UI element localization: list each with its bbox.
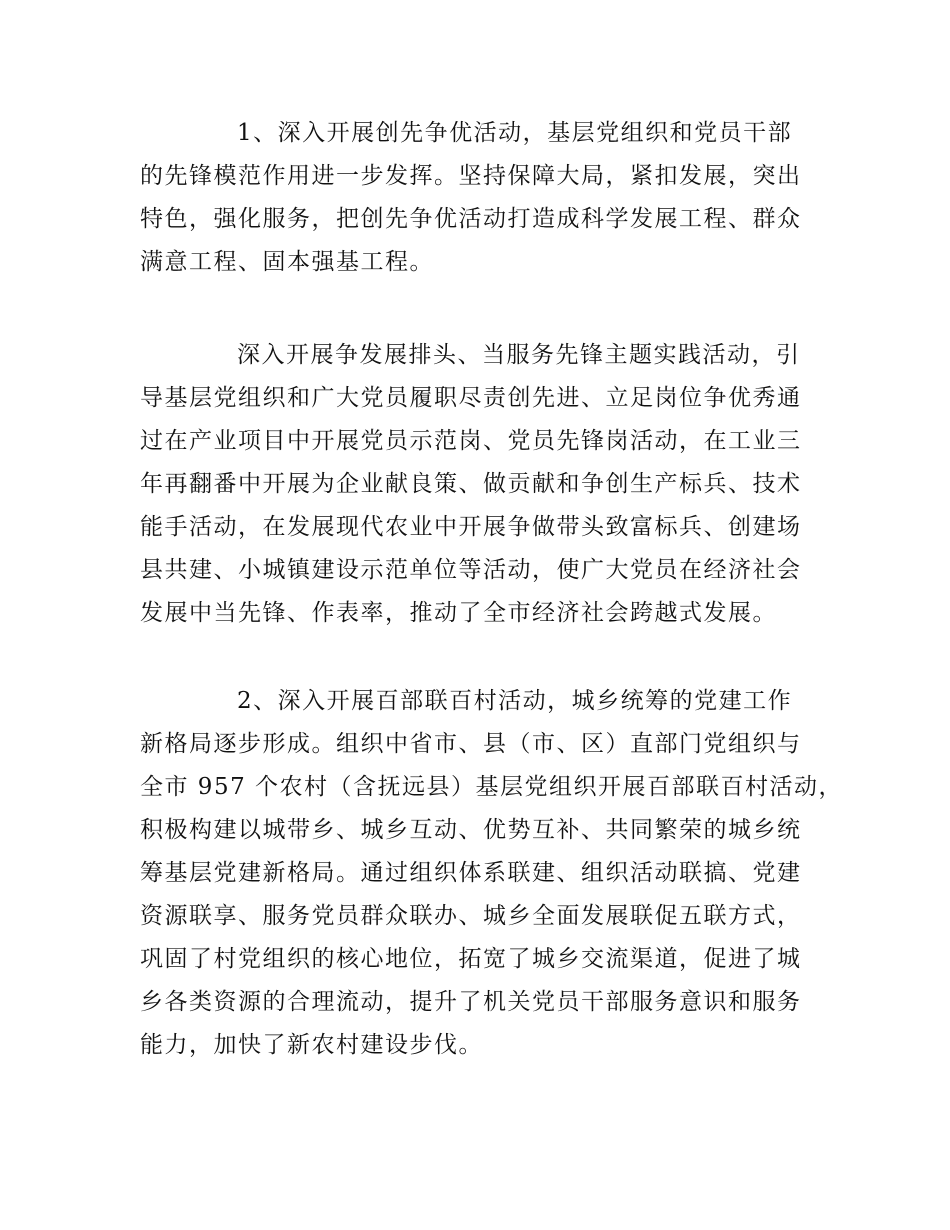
paragraph-line: 新格局逐步形成。组织中省市、县（市、区）直部门党组织与 bbox=[140, 731, 802, 757]
paragraph-line: 年再翻番中开展为企业献良策、做贡献和争创生产标兵、技术 bbox=[140, 471, 802, 497]
paragraph-line: 筹基层党建新格局。通过组织体系联建、组织活动联搞、党建 bbox=[140, 860, 802, 886]
paragraph-line: 特色，强化服务，把创先争优活动打造成科学发展工程、群众 bbox=[140, 206, 802, 232]
paragraph-line: 县共建、小城镇建设示范单位等活动，使广大党员在经济社会 bbox=[140, 557, 802, 583]
paragraph-line: 资源联享、服务党员群众联办、城乡全面发展联促五联方式， bbox=[140, 903, 802, 929]
paragraph-line: 能手活动，在发展现代农业中开展争做带头致富标兵、创建场 bbox=[140, 514, 802, 540]
paragraph-line: 的先锋模范作用进一步发挥。坚持保障大局，紧扣发展，突出 bbox=[140, 163, 802, 189]
paragraph-2 bbox=[140, 334, 830, 635]
paragraph-line: 2、深入开展百部联百村活动，城乡统筹的党建工作 bbox=[237, 688, 793, 714]
paragraph-1 bbox=[140, 112, 830, 284]
paragraph-line: 满意工程、固本强基工程。 bbox=[140, 249, 434, 275]
paragraph-line: 乡各类资源的合理流动，提升了机关党员干部服务意识和服务 bbox=[140, 989, 802, 1015]
paragraph-line: 1、深入开展创先争优活动，基层党组织和党员干部 bbox=[237, 120, 793, 146]
paragraph-3 bbox=[140, 680, 844, 1067]
paragraph-line: 全市 957 个农村（含抚远县）基层党组织开展百部联百村活动， bbox=[140, 774, 844, 800]
paragraph-line: 深入开展争发展排头、当服务先锋主题实践活动，引 bbox=[237, 342, 801, 368]
paragraph-line: 导基层党组织和广大党员履职尽责创先进、立足岗位争优秀通 bbox=[140, 385, 802, 411]
paragraph-line: 能力，加快了新农村建设步伐。 bbox=[140, 1032, 483, 1058]
paragraph-line: 过在产业项目中开展党员示范岗、党员先锋岗活动，在工业三 bbox=[140, 428, 802, 454]
paragraph-line: 巩固了村党组织的核心地位，拓宽了城乡交流渠道，促进了城 bbox=[140, 946, 802, 972]
paragraph-line: 发展中当先锋、作表率，推动了全市经济社会跨越式发展。 bbox=[140, 600, 777, 626]
paragraph-line: 积极构建以城带乡、城乡互动、优势互补、共同繁荣的城乡统 bbox=[140, 817, 802, 843]
